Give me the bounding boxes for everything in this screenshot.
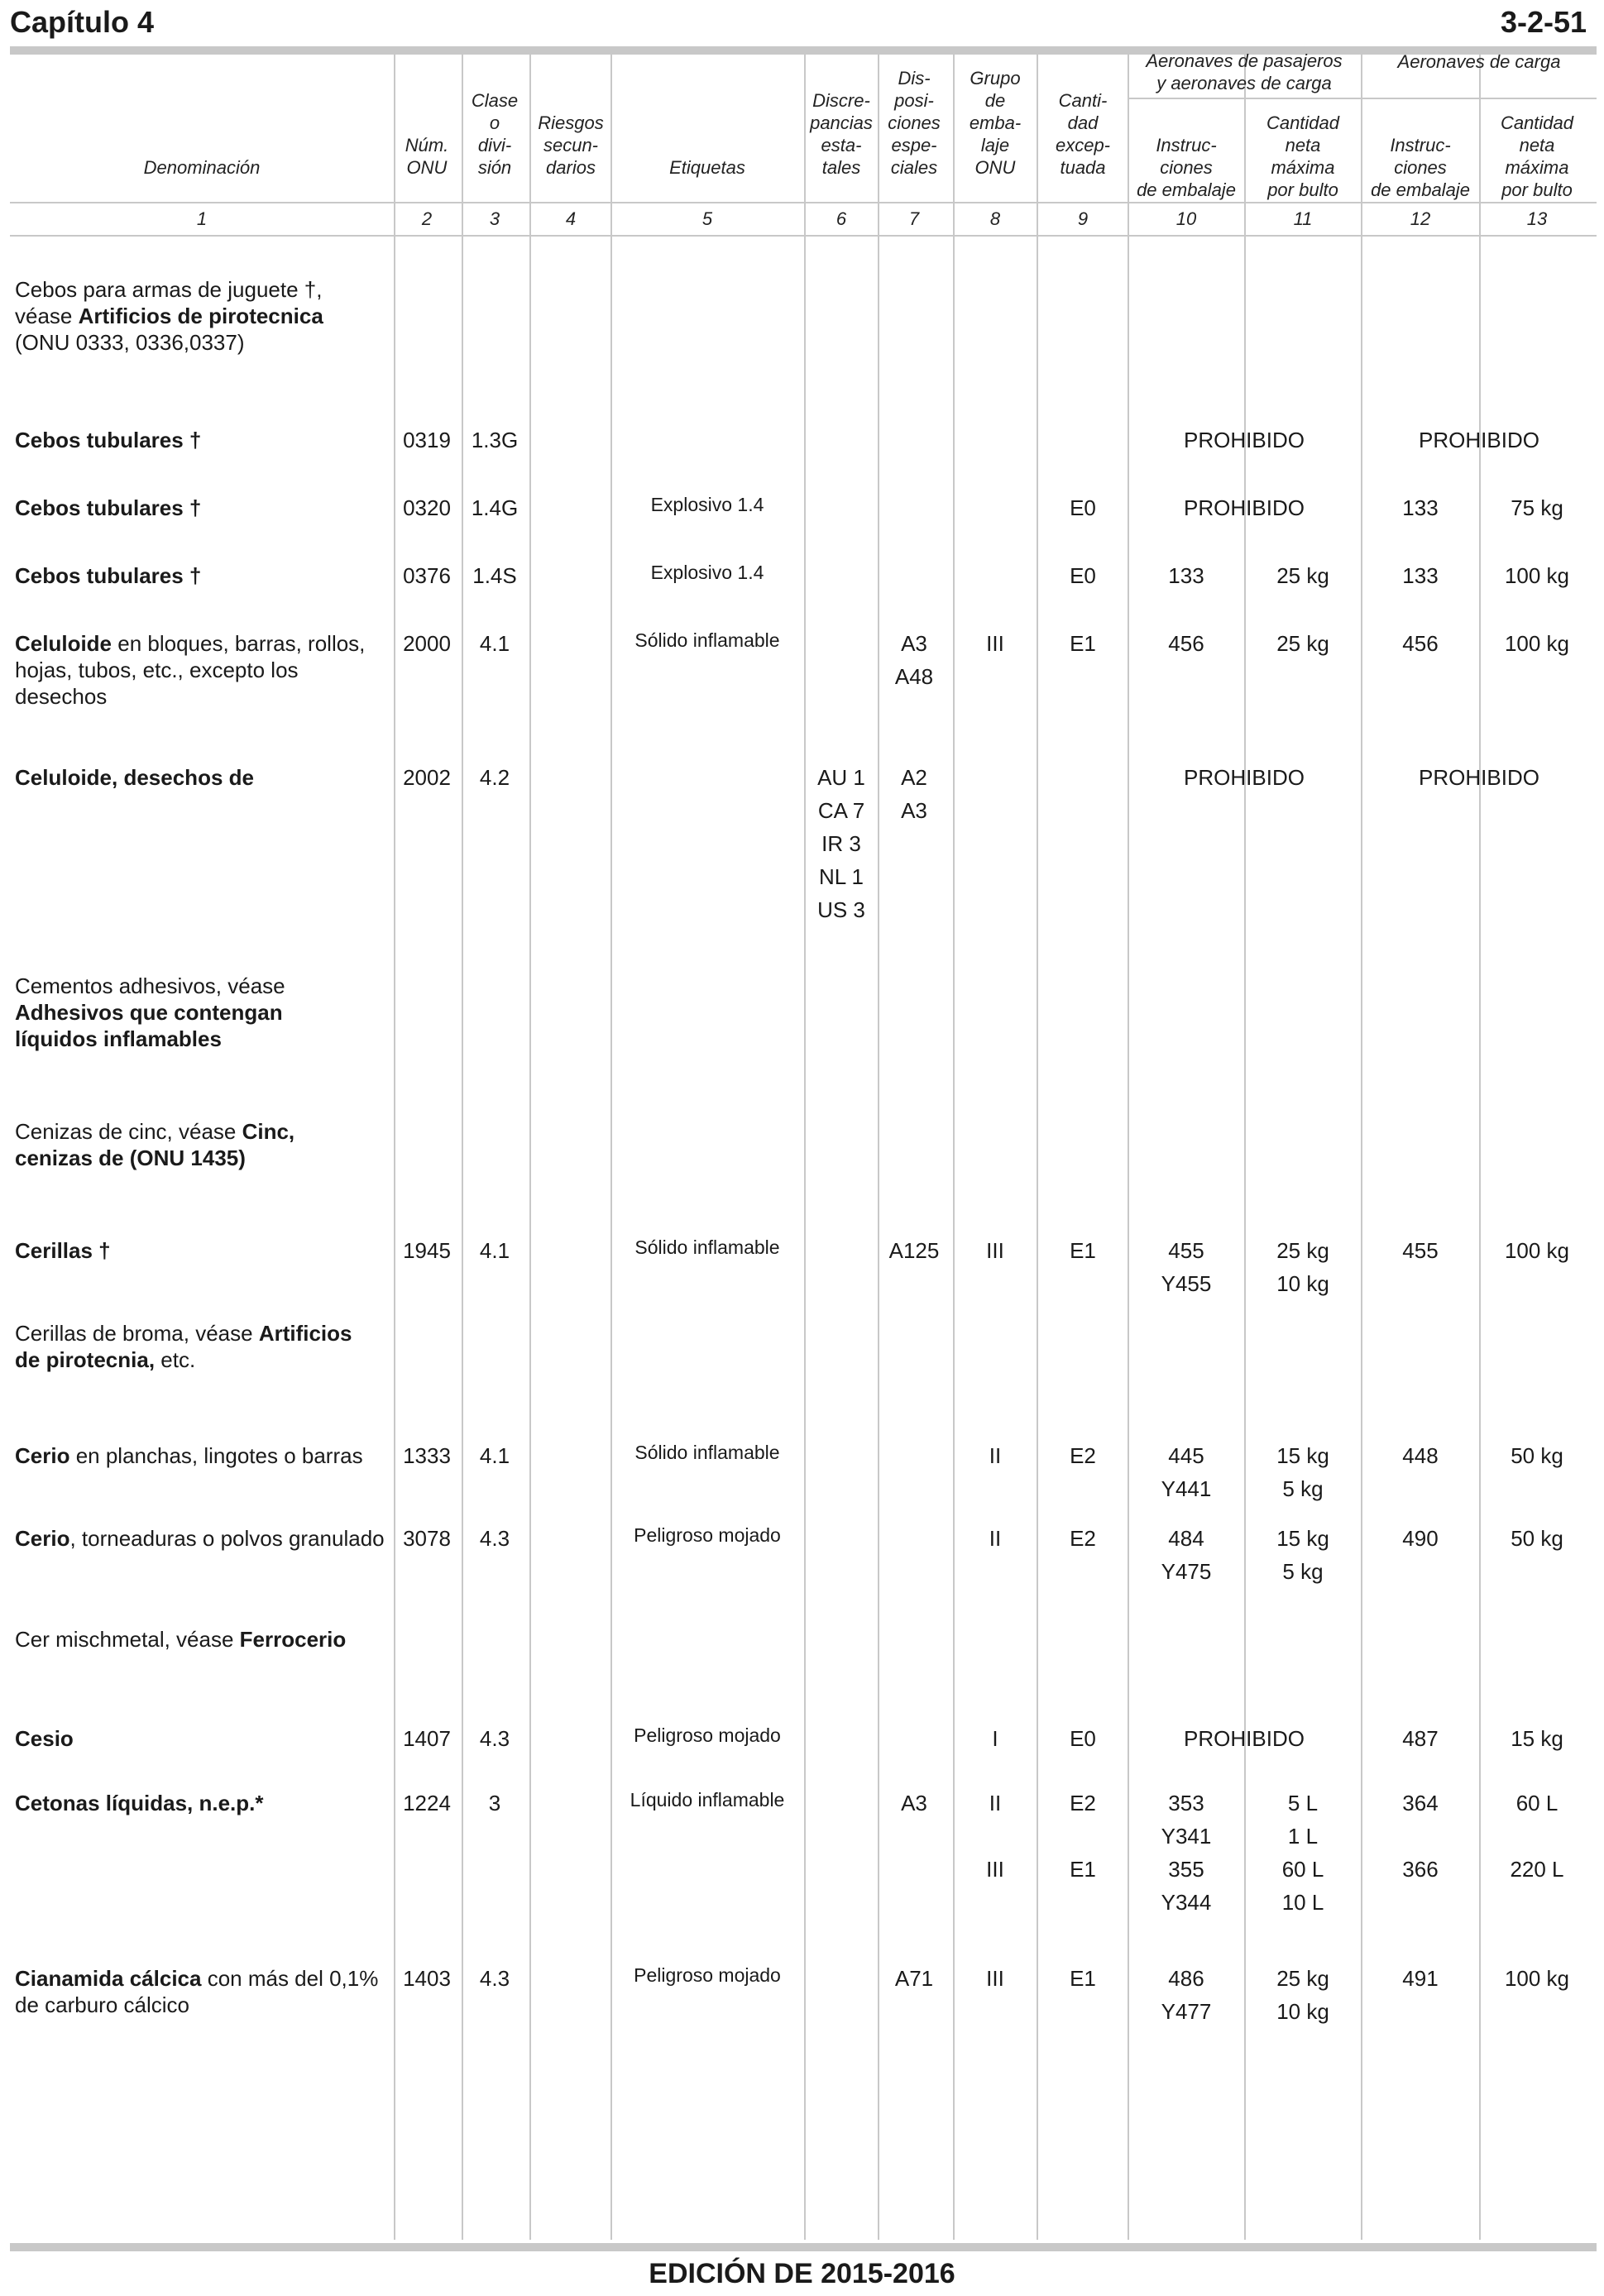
- onu-number: 1945: [403, 1238, 451, 1263]
- column-divider: [1037, 55, 1038, 2240]
- cargo-instruction: 490: [1402, 1526, 1439, 1551]
- onu-number: 0376: [403, 563, 451, 588]
- packing-group: III: [986, 1966, 1004, 1991]
- special-provision: A71: [894, 1966, 934, 1991]
- column-number: 1: [196, 208, 208, 229]
- special-provision: A48: [894, 664, 934, 689]
- class-division: 1.4G: [471, 495, 519, 520]
- cargo-quantity: 50 kg: [1511, 1526, 1563, 1551]
- cargo-instruction: 456: [1402, 631, 1439, 656]
- excepted-quantity: E0: [1070, 1726, 1096, 1751]
- passenger-instruction: 445: [1168, 1443, 1204, 1468]
- row-name: Cerio en planchas, lingotes o barras: [15, 1443, 363, 1468]
- row-name: Cenizas de cinc, véase Cinc, cenizas de (ONU 1435): [15, 1119, 295, 1170]
- special-provision: A3: [901, 1791, 927, 1815]
- label-text: Explosivo 1.4: [650, 562, 764, 583]
- number-row-line: [10, 235, 1597, 237]
- packing-group: II: [989, 1526, 1002, 1551]
- passenger-quantity: 15 kg: [1276, 1443, 1329, 1468]
- column-number: 12: [1410, 208, 1431, 229]
- onu-number: 2000: [403, 631, 451, 656]
- excepted-quantity: E2: [1070, 1791, 1096, 1815]
- special-provision: A3: [901, 631, 927, 656]
- header-instrucciones-pas: Instruc- ciones de embalaje: [1137, 135, 1236, 200]
- passenger-instruction: Y344: [1161, 1890, 1212, 1915]
- class-division: 3: [488, 1791, 501, 1815]
- onu-number: 0320: [403, 495, 451, 520]
- column-divider: [804, 55, 806, 2240]
- row-name: Cebos tubulares †: [15, 428, 202, 452]
- passenger-quantity: 5 kg: [1282, 1559, 1324, 1584]
- cargo-instruction: 487: [1402, 1726, 1439, 1751]
- column-number: 7: [908, 208, 920, 229]
- passenger-instruction: 456: [1168, 631, 1204, 656]
- label-text: Sólido inflamable: [634, 1236, 780, 1258]
- column-number: 9: [1077, 208, 1089, 229]
- special-provision: A2: [901, 765, 927, 790]
- row-name: Cebos tubulares †: [15, 563, 202, 588]
- header-grupo: Grupo de emba- laje ONU: [969, 68, 1022, 178]
- onu-number: 1224: [403, 1791, 451, 1815]
- header-etiquetas: Etiquetas: [669, 157, 745, 178]
- label-text: Peligroso mojado: [634, 1964, 781, 1986]
- passenger-quantity: 25 kg: [1276, 563, 1329, 588]
- cargo-instruction: 364: [1402, 1791, 1439, 1815]
- class-division: 4.1: [479, 1443, 510, 1468]
- excepted-quantity: E0: [1070, 495, 1096, 520]
- class-division: 4.3: [479, 1526, 510, 1551]
- packing-group: III: [986, 1857, 1004, 1882]
- cargo-quantity: 60 L: [1515, 1791, 1559, 1815]
- packing-group: I: [992, 1726, 998, 1751]
- cargo-quantity: 100 kg: [1504, 1238, 1570, 1263]
- column-divider: [1479, 55, 1481, 2240]
- passenger-instruction: Y475: [1161, 1559, 1212, 1584]
- label-text: Líquido inflamable: [630, 1789, 785, 1810]
- packing-group: II: [989, 1443, 1002, 1468]
- passenger-quantity: 25 kg: [1276, 631, 1329, 656]
- class-division: 1.4S: [472, 563, 517, 588]
- label-text: Peligroso mojado: [634, 1724, 781, 1746]
- passenger-prohibited: PROHIBIDO: [1184, 495, 1305, 520]
- column-number: 2: [421, 208, 433, 229]
- class-division: 4.2: [479, 765, 510, 790]
- excepted-quantity: E1: [1070, 1238, 1096, 1263]
- excepted-quantity: E1: [1070, 1857, 1096, 1882]
- passenger-prohibited: PROHIBIDO: [1184, 1726, 1305, 1751]
- column-number: 8: [989, 208, 1001, 229]
- label-text: Sólido inflamable: [634, 1442, 780, 1463]
- page-header: [10, 0, 1597, 43]
- excepted-quantity: E0: [1070, 563, 1096, 588]
- passenger-instruction: 353: [1168, 1791, 1204, 1815]
- passenger-instruction: Y341: [1161, 1824, 1212, 1849]
- state-variation: NL 1: [819, 864, 864, 889]
- excepted-quantity: E1: [1070, 631, 1096, 656]
- class-division: 4.1: [479, 1238, 510, 1263]
- column-number: 3: [489, 208, 500, 229]
- header-riesgos: Riesgos secun- darios: [538, 112, 604, 178]
- column-number: 6: [836, 208, 847, 229]
- header-pasajeros-group: Aeronaves de pasajeros y aeronaves de carga: [1146, 50, 1343, 93]
- class-division: 1.3G: [471, 428, 519, 452]
- row-name: Celuloide en bloques, barras, rollos, hojas, tubos, etc., excepto los desechos: [15, 631, 366, 709]
- label-text: Explosivo 1.4: [650, 494, 764, 515]
- header-discrepancias: Discre- pancias esta- tales: [810, 90, 873, 178]
- cargo-instruction: 133: [1402, 495, 1439, 520]
- header-cantidad-neta-pas: Cantidad neta máxima por bulto: [1266, 112, 1340, 200]
- column-number: 5: [701, 208, 713, 229]
- cargo-quantity: 15 kg: [1511, 1726, 1563, 1751]
- page-number: 3-2-51: [1500, 5, 1587, 39]
- cargo-quantity: 75 kg: [1511, 495, 1563, 520]
- bottom-rule: [10, 2243, 1597, 2251]
- label-text: Sólido inflamable: [634, 629, 780, 651]
- packing-group: III: [986, 631, 1004, 656]
- cargo-prohibited: PROHIBIDO: [1419, 765, 1539, 790]
- passenger-quantity: 5 kg: [1282, 1476, 1324, 1501]
- row-name: Cerillas †: [15, 1238, 111, 1263]
- row-name: Cerillas de broma, véase Artificios de pirotecnia, etc.: [15, 1321, 352, 1372]
- column-divider: [529, 55, 531, 2240]
- group-header-line: [1128, 98, 1597, 99]
- onu-number: 1407: [403, 1726, 451, 1751]
- header-cantidad-exceptuada: Canti- dad excep- tuada: [1055, 90, 1111, 178]
- header-denominacion: Denominación: [143, 157, 261, 178]
- cargo-prohibited: PROHIBIDO: [1419, 428, 1539, 452]
- passenger-quantity: 5 L: [1287, 1791, 1319, 1815]
- row-name: Cementos adhesivos, véase Adhesivos que contengan líquidos inflamables: [15, 973, 285, 1051]
- passenger-instruction: Y477: [1161, 1999, 1212, 2024]
- passenger-quantity: 25 kg: [1276, 1966, 1329, 1991]
- onu-number: 3078: [403, 1526, 451, 1551]
- row-name: Cebos tubulares †: [15, 495, 202, 520]
- passenger-instruction: 455: [1168, 1238, 1204, 1263]
- header-bottom-line: [10, 202, 1597, 203]
- excepted-quantity: E2: [1070, 1443, 1096, 1468]
- cargo-quantity: 50 kg: [1511, 1443, 1563, 1468]
- state-variation: AU 1: [817, 765, 865, 790]
- state-variation: CA 7: [817, 798, 865, 823]
- class-division: 4.3: [479, 1726, 510, 1751]
- label-text: Peligroso mojado: [634, 1524, 781, 1546]
- row-name: Celuloide, desechos de: [15, 765, 254, 790]
- passenger-quantity: 10 kg: [1276, 1999, 1329, 2024]
- passenger-instruction: 484: [1168, 1526, 1204, 1551]
- passenger-instruction: 133: [1168, 563, 1204, 588]
- chapter-title: Capítulo 4: [10, 5, 155, 39]
- packing-group: II: [989, 1791, 1002, 1815]
- packing-group: III: [986, 1238, 1004, 1263]
- passenger-quantity: 60 L: [1281, 1857, 1324, 1882]
- passenger-quantity: 10 L: [1281, 1890, 1324, 1915]
- passenger-quantity: 1 L: [1287, 1824, 1319, 1849]
- onu-number: 1403: [403, 1966, 451, 1991]
- row-name: Cetonas líquidas, n.e.p.*: [15, 1791, 264, 1815]
- passenger-quantity: 10 kg: [1276, 1271, 1329, 1296]
- onu-number: 1333: [403, 1443, 451, 1468]
- edition-footer: EDICIÓN DE 2015-2016: [649, 2258, 955, 2289]
- onu-number: 2002: [403, 765, 451, 790]
- onu-number: 0319: [403, 428, 451, 452]
- column-divider: [610, 55, 612, 2240]
- passenger-instruction: 486: [1168, 1966, 1204, 1991]
- passenger-prohibited: PROHIBIDO: [1184, 428, 1305, 452]
- class-division: 4.1: [479, 631, 510, 656]
- special-provision: A125: [888, 1238, 940, 1263]
- row-name: Cerio, torneaduras o polvos granulado: [15, 1526, 385, 1551]
- header-num-onu: Núm. ONU: [405, 135, 449, 178]
- passenger-quantity: 15 kg: [1276, 1526, 1329, 1551]
- column-divider: [953, 55, 955, 2240]
- passenger-instruction: Y441: [1161, 1476, 1212, 1501]
- row-name: Cesio: [15, 1726, 74, 1751]
- column-number: 10: [1175, 208, 1197, 229]
- cargo-instruction: 133: [1402, 563, 1439, 588]
- passenger-prohibited: PROHIBIDO: [1184, 765, 1305, 790]
- excepted-quantity: E1: [1070, 1966, 1096, 1991]
- header-cantidad-neta-car: Cantidad neta máxima por bulto: [1500, 112, 1574, 200]
- header-instrucciones-car: Instruc- ciones de embalaje: [1371, 135, 1470, 200]
- class-division: 4.3: [479, 1966, 510, 1991]
- header-clase: Clase o divi- sión: [471, 90, 519, 178]
- column-number: 13: [1526, 208, 1548, 229]
- row-name: Cianamida cálcica con más del 0,1% de carburo cálcico: [15, 1966, 379, 2017]
- header-carga-group: Aeronaves de carga: [1397, 51, 1561, 72]
- cargo-quantity: 100 kg: [1504, 1966, 1570, 1991]
- passenger-quantity: 25 kg: [1276, 1238, 1329, 1263]
- cargo-instruction: 366: [1402, 1857, 1439, 1882]
- cargo-instruction: 448: [1402, 1443, 1439, 1468]
- passenger-instruction: Y455: [1161, 1271, 1212, 1296]
- excepted-quantity: E2: [1070, 1526, 1096, 1551]
- row-name: Cebos para armas de juguete †, véase Artificios de pirotecnica (ONU 0333, 0336,0337): [15, 277, 323, 355]
- cargo-instruction: 455: [1402, 1238, 1439, 1263]
- state-variation: US 3: [817, 897, 865, 922]
- cargo-quantity: 220 L: [1510, 1857, 1564, 1882]
- row-name: Cer mischmetal, véase Ferrocerio: [15, 1627, 347, 1652]
- header-disposiciones: Dis- posi- ciones espe- ciales: [888, 68, 941, 178]
- cargo-quantity: 100 kg: [1504, 631, 1570, 656]
- column-number: 11: [1293, 208, 1313, 229]
- state-variation: IR 3: [821, 831, 861, 856]
- column-divider: [462, 55, 463, 2240]
- cargo-quantity: 100 kg: [1504, 563, 1570, 588]
- passenger-instruction: 355: [1168, 1857, 1204, 1882]
- column-divider: [878, 55, 879, 2240]
- column-number: 4: [565, 208, 577, 229]
- cargo-instruction: 491: [1402, 1966, 1439, 1991]
- special-provision: A3: [901, 798, 927, 823]
